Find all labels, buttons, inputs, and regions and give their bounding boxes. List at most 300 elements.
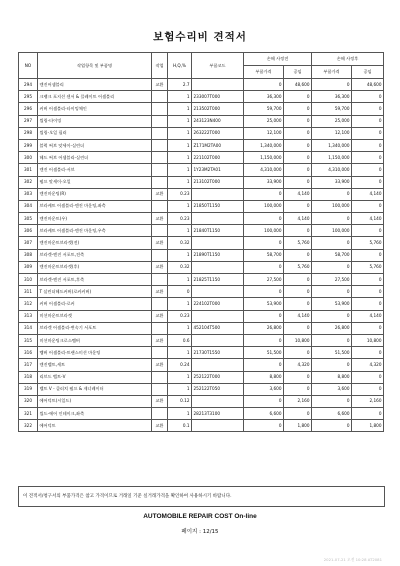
cell-part-code: 21890T1150 [192,249,244,261]
cell-part-price-before: 33,900 [244,176,284,188]
cell-part-price-after: 1,150,000 [312,152,352,164]
cell-hq: 1 [168,103,192,115]
table-row [19,103,384,115]
cell-part-code: 21850T1150 [192,200,244,212]
cell-hq: 1 [168,176,192,188]
cell-labor-after: 0 [352,371,384,383]
footer-title: AUTOMOBILE REPAIR COST On-line [143,513,257,520]
cell-no: 321 [19,408,38,420]
cell-part-price-after: 4,310,000 [312,164,352,176]
cell-part-price-before: 0 [244,237,284,249]
cell-labor-after: 0 [352,249,384,261]
cell-work: 교환 [152,188,168,200]
cell-item-name: 브라케트 어셈블리-엔진 마운팅,우측 [38,225,152,237]
cell-part-price-after: 58,700 [312,249,352,261]
cell-part-code [192,213,244,225]
table-row [19,347,384,359]
cell-part-code: 21840T1150 [192,225,244,237]
cell-part-price-before: 0 [244,310,284,322]
table-row [19,176,384,188]
cell-part-price-after: 27,500 [312,274,352,286]
cell-hq: 1 [168,139,192,151]
cell-hq: 0.12 [168,395,192,407]
cell-part-price-after: 26,800 [312,322,352,334]
cell-item-name: T 실린더헤드커버(로커커버) [38,286,152,298]
table-row [19,371,384,383]
cell-item-name: 리브드 벨트-V [38,371,152,383]
cell-part-price-after: 0 [312,334,352,346]
cell-work: 교환 [152,310,168,322]
cell-labor-after: 0 [352,152,384,164]
cell-labor-after: 0 [352,383,384,395]
cell-no: 318 [19,371,38,383]
cell-part-price-after: 12,100 [312,127,352,139]
header-part-code: 부품코드 [192,53,244,79]
cell-no: 304 [19,200,38,212]
cell-labor-before: 0 [284,322,312,334]
cell-part-price-before: 100,000 [244,225,284,237]
cell-item-name: 엔진 어셈블리-서브 [38,164,152,176]
cell-labor-before: 0 [284,127,312,139]
cell-labor-before: 4,320 [284,359,312,371]
cell-hq: 0.6 [168,334,192,346]
cell-hq: 0.23 [168,310,192,322]
cell-work [152,91,168,103]
header-after: 손해 사정후 [312,53,384,66]
cell-part-code: 213102T000 [192,176,244,188]
cell-labor-after: 0 [352,91,384,103]
cell-labor-before: 48,600 [284,79,312,91]
cell-part-code: 252122T000 [192,371,244,383]
cell-part-price-after: 0 [312,359,352,371]
cell-labor-before: 1,800 [284,420,312,432]
cell-hq: 1 [168,91,192,103]
cell-hq: 1 [168,127,192,139]
cell-hq: 0.32 [168,237,192,249]
cell-part-price-before: 0 [244,188,284,200]
cell-part-price-after: 33,900 [312,176,352,188]
header-no: NO [19,53,38,79]
cell-no: 315 [19,334,38,346]
cell-labor-before: 4,140 [284,310,312,322]
cell-work: 교환 [152,79,168,91]
cell-work [152,249,168,261]
cell-no: 320 [19,395,38,407]
cell-hq: 1 [168,322,192,334]
cell-labor-before: 0 [284,91,312,103]
table-row [19,139,384,151]
cell-labor-before: 0 [284,115,312,127]
table-row [19,274,384,286]
cell-part-code: 213502T000 [192,103,244,115]
cell-part-code: 28213T3100 [192,408,244,420]
cell-labor-before: 5,760 [284,261,312,273]
cell-item-name: 엔진어셈블리 [38,79,152,91]
table-row [19,213,384,225]
cell-labor-before: 0 [284,371,312,383]
cell-work: 교환 [152,261,168,273]
cell-hq: 1 [168,347,192,359]
cell-hq: 0.32 [168,261,192,273]
cell-hq: 1 [168,249,192,261]
cell-part-price-before: 0 [244,286,284,298]
cell-part-code: 1Y23M2TA01 [192,164,244,176]
cell-item-name: 씰드-에어 인테이크,좌측 [38,408,152,420]
cell-part-code [192,261,244,273]
cell-no: 311 [19,286,38,298]
cell-labor-before: 0 [284,200,312,212]
cell-work [152,152,168,164]
print-stamp: 2021-07-21 오전 10:28 AT2081 [323,557,382,562]
cell-part-price-after: 6,600 [312,408,352,420]
cell-labor-after: 2,160 [352,395,384,407]
table-row [19,334,384,346]
cell-part-code: 221102T000 [192,152,244,164]
cell-part-price-before: 1,150,000 [244,152,284,164]
table-row [19,188,384,200]
table-row [19,408,384,420]
table-row [19,79,384,91]
cell-part-code [192,420,244,432]
cell-labor-after: 4,320 [352,359,384,371]
cell-part-code: 263222T000 [192,127,244,139]
cell-labor-after: 5,760 [352,237,384,249]
cell-hq: 1 [168,225,192,237]
cell-part-price-after: 0 [312,213,352,225]
cell-labor-after: 0 [352,225,384,237]
cell-labor-before: 0 [284,274,312,286]
cell-no: 297 [19,115,38,127]
cell-part-price-after: 3,600 [312,383,352,395]
cell-labor-after: 1,800 [352,420,384,432]
cell-part-code: 243123N400 [192,115,244,127]
cell-hq: 0.23 [168,188,192,200]
cell-labor-before: 0 [284,225,312,237]
cell-no: 310 [19,274,38,286]
cell-part-price-before: 0 [244,79,284,91]
cell-labor-after: 48,600 [352,79,384,91]
cell-part-code: Z171M2TA00 [192,139,244,151]
cell-no: 309 [19,261,38,273]
cell-part-price-before: 12,100 [244,127,284,139]
cell-part-code: 452104T500 [192,322,244,334]
cell-no: 322 [19,420,38,432]
cell-part-code [192,237,244,249]
cell-item-name: 블럭 써브 앗세이-실린더 [38,139,152,151]
header-item: 작업항목 및 부품명 [38,53,152,79]
cell-labor-after: 0 [352,298,384,310]
cell-labor-before: 0 [284,347,312,359]
cell-hq: 1 [168,274,192,286]
table-row [19,322,384,334]
cell-labor-before: 5,760 [284,237,312,249]
table-row [19,152,384,164]
cell-work [152,139,168,151]
cell-part-price-before: 51,500 [244,347,284,359]
cell-part-price-after: 0 [312,237,352,249]
cell-part-price-before: 4,310,000 [244,164,284,176]
cell-labor-before: 0 [284,286,312,298]
cell-labor-after: 4,140 [352,188,384,200]
cell-labor-before: 0 [284,139,312,151]
cell-item-name: 크랭크 포지션 센서 & 플레이트 어셈블리 [38,91,152,103]
cell-no: 313 [19,310,38,322]
cell-work [152,225,168,237]
cell-labor-before: 0 [284,408,312,420]
cell-no: 319 [19,383,38,395]
cell-no: 303 [19,188,38,200]
cell-hq: 0.23 [168,213,192,225]
cell-no: 308 [19,249,38,261]
table-row [19,286,384,298]
cell-hq: 0.1 [168,420,192,432]
cell-hq: 1 [168,371,192,383]
header-part-price-before: 부품가격 [244,66,284,79]
cell-part-price-before: 27,500 [244,274,284,286]
table-row [19,115,384,127]
notice-text: 이 견적서/청구서의 부품가격은 참고 가격이므로 거래일 기준 실거래가격을 확인하여 사용하시기 바랍니다. [18,486,385,507]
cell-part-price-before: 0 [244,359,284,371]
cell-hq: 1 [168,152,192,164]
cell-labor-after: 10,800 [352,334,384,346]
page-number: 페이지 : 12/15 [181,529,219,535]
cell-part-price-after: 0 [312,310,352,322]
cell-part-price-after: 0 [312,286,352,298]
cell-part-price-after: 8,800 [312,371,352,383]
cell-labor-after: 4,140 [352,213,384,225]
cell-part-price-after: 53,900 [312,298,352,310]
cell-item-name: 커버 어셈블리-로커 [38,298,152,310]
cell-work: 교환 [152,286,168,298]
cell-part-code [192,395,244,407]
cell-work [152,383,168,395]
cell-no: 302 [19,176,38,188]
cell-part-price-before: 53,900 [244,298,284,310]
cell-part-price-before: 0 [244,213,284,225]
cell-part-price-after: 100,000 [312,200,352,212]
cell-part-price-before: 26,800 [244,322,284,334]
cell-work: 교환 [152,420,168,432]
cell-labor-after: 0 [352,176,384,188]
cell-no: 295 [19,91,38,103]
cell-part-code [192,188,244,200]
cell-part-price-before: 0 [244,334,284,346]
cell-work: 교환 [152,395,168,407]
page-title: 보험수리비 견적서 [153,31,247,43]
table-row [19,127,384,139]
cell-labor-before: 0 [284,383,312,395]
cell-part-code [192,359,244,371]
table-row [19,298,384,310]
cell-labor-after: 5,760 [352,261,384,273]
header-hq: H,Q,% [168,53,192,79]
cell-labor-after: 4,140 [352,310,384,322]
cell-part-price-after: 0 [312,261,352,273]
cell-part-price-before: 0 [244,261,284,273]
cell-work [152,371,168,383]
cell-labor-after: 0 [352,139,384,151]
cell-item-name: 브라켓-엔진 서포트,전측 [38,249,152,261]
cell-item-name: 벨트 V - 클러치 펌프 & 제너레이터 [38,383,152,395]
cell-labor-after: 0 [352,274,384,286]
cell-labor-after: 0 [352,286,384,298]
cell-hq: 0.24 [168,359,192,371]
cell-part-price-after: 0 [312,188,352,200]
cell-labor-before: 0 [284,103,312,115]
cell-labor-after: 0 [352,322,384,334]
cell-labor-before: 0 [284,249,312,261]
cell-hq: 1 [168,383,192,395]
cell-no: 298 [19,127,38,139]
cell-labor-after: 0 [352,164,384,176]
table-row [19,237,384,249]
cell-labor-before: 0 [284,152,312,164]
cell-work: 교환 [152,213,168,225]
table-row [19,164,384,176]
header-before: 손해 사정전 [244,53,312,66]
cell-hq: 1 [168,164,192,176]
cell-labor-after: 0 [352,127,384,139]
cell-work: 교환 [152,359,168,371]
cell-part-price-before: 0 [244,420,284,432]
cell-part-price-after: 36,300 [312,91,352,103]
table-row [19,383,384,395]
cell-work [152,115,168,127]
cell-work [152,164,168,176]
cell-item-name: 커버 어셈블리-타이밍체인 [38,103,152,115]
cell-item-name: 헤드 써브 어셈블리-실린더 [38,152,152,164]
cell-part-code: 21825T1150 [192,274,244,286]
cell-work [152,176,168,188]
cell-item-name: 씰링-타이밍 [38,115,152,127]
cell-part-price-before: 25,000 [244,115,284,127]
cell-part-price-after: 0 [312,395,352,407]
cell-no: 300 [19,152,38,164]
cell-part-price-before: 1,340,000 [244,139,284,151]
cell-item-name: 브라켓-엔진 서포트,후측 [38,274,152,286]
cell-labor-after: 0 [352,408,384,420]
table-row [19,225,384,237]
cell-no: 312 [19,298,38,310]
cell-item-name: 미션마운팅크로스멤버 [38,334,152,346]
estimate-table [18,52,384,432]
cell-no: 307 [19,237,38,249]
cell-item-name: 씰링-오일 필러 [38,127,152,139]
cell-labor-before: 4,140 [284,213,312,225]
cell-labor-before: 0 [284,164,312,176]
cell-part-price-after: 1,340,000 [312,139,352,151]
cell-part-code: 233007T000 [192,91,244,103]
table-row [19,395,384,407]
cell-item-name: 엔진마운트(우) [38,213,152,225]
cell-no: 296 [19,103,38,115]
cell-work [152,200,168,212]
cell-labor-before: 0 [284,298,312,310]
cell-work: 교환 [152,237,168,249]
cell-no: 305 [19,213,38,225]
header-row [19,53,384,66]
cell-part-price-before: 3,600 [244,383,284,395]
cell-part-price-before: 100,000 [244,200,284,212]
cell-item-name: 엔진벨트,세트 [38,359,152,371]
cell-hq: 1 [168,115,192,127]
cell-part-price-before: 8,800 [244,371,284,383]
cell-no: 317 [19,359,38,371]
cell-work [152,347,168,359]
cell-item-name: 멤버 어셈블리-트랜스미션 마운팅 [38,347,152,359]
cell-part-price-before: 36,300 [244,91,284,103]
cell-item-name: 에어덕트 [38,420,152,432]
cell-part-price-before: 0 [244,395,284,407]
cell-hq: 2.7 [168,79,192,91]
cell-part-price-before: 58,700 [244,249,284,261]
cell-labor-before: 0 [284,176,312,188]
cell-item-name: 펌프 앗세이-오일 [38,176,152,188]
table-row [19,200,384,212]
cell-item-name: 엔진마운트브라켓(전) [38,237,152,249]
cell-hq: 1 [168,200,192,212]
cell-hq: 1 [168,298,192,310]
cell-work [152,408,168,420]
cell-part-code [192,286,244,298]
cell-part-price-after: 25,000 [312,115,352,127]
table-row [19,420,384,432]
cell-part-price-after: 51,500 [312,347,352,359]
cell-work [152,127,168,139]
header-part-price-after: 부품가격 [312,66,352,79]
cell-labor-after: 0 [352,200,384,212]
table-row [19,310,384,322]
cell-labor-before: 2,160 [284,395,312,407]
cell-item-name: 미션마운트브라켓 [38,310,152,322]
cell-no: 316 [19,347,38,359]
cell-work [152,322,168,334]
cell-work [152,103,168,115]
cell-part-code [192,79,244,91]
cell-no: 294 [19,79,38,91]
table-row [19,261,384,273]
cell-hq: 0 [168,286,192,298]
cell-part-price-after: 59,700 [312,103,352,115]
table-row [19,359,384,371]
cell-labor-after: 0 [352,103,384,115]
header-work: 작업 [152,53,168,79]
cell-no: 306 [19,225,38,237]
cell-item-name: 엔진마운팅(R) [38,188,152,200]
cell-part-price-after: 100,000 [312,225,352,237]
cell-labor-before: 10,800 [284,334,312,346]
table-body [19,79,384,432]
cell-item-name: 엔진마운트브라켓(후) [38,261,152,273]
cell-item-name: 브라케트 어셈블리-엔진 마운팅,좌측 [38,200,152,212]
cell-part-price-before: 59,700 [244,103,284,115]
table-row [19,249,384,261]
cell-work [152,298,168,310]
cell-work [152,274,168,286]
cell-part-code [192,310,244,322]
cell-work: 교환 [152,334,168,346]
cell-no: 299 [19,139,38,151]
cell-part-code: 252122T050 [192,383,244,395]
cell-part-code: 21730T1550 [192,347,244,359]
cell-part-code [192,334,244,346]
cell-no: 301 [19,164,38,176]
cell-hq: 1 [168,408,192,420]
cell-part-price-after: 0 [312,420,352,432]
cell-item-name: 브라켓 어셈블리-변속기 서포트 [38,322,152,334]
cell-part-price-after: 0 [312,79,352,91]
cell-item-name: 에어덕트(시일드) [38,395,152,407]
